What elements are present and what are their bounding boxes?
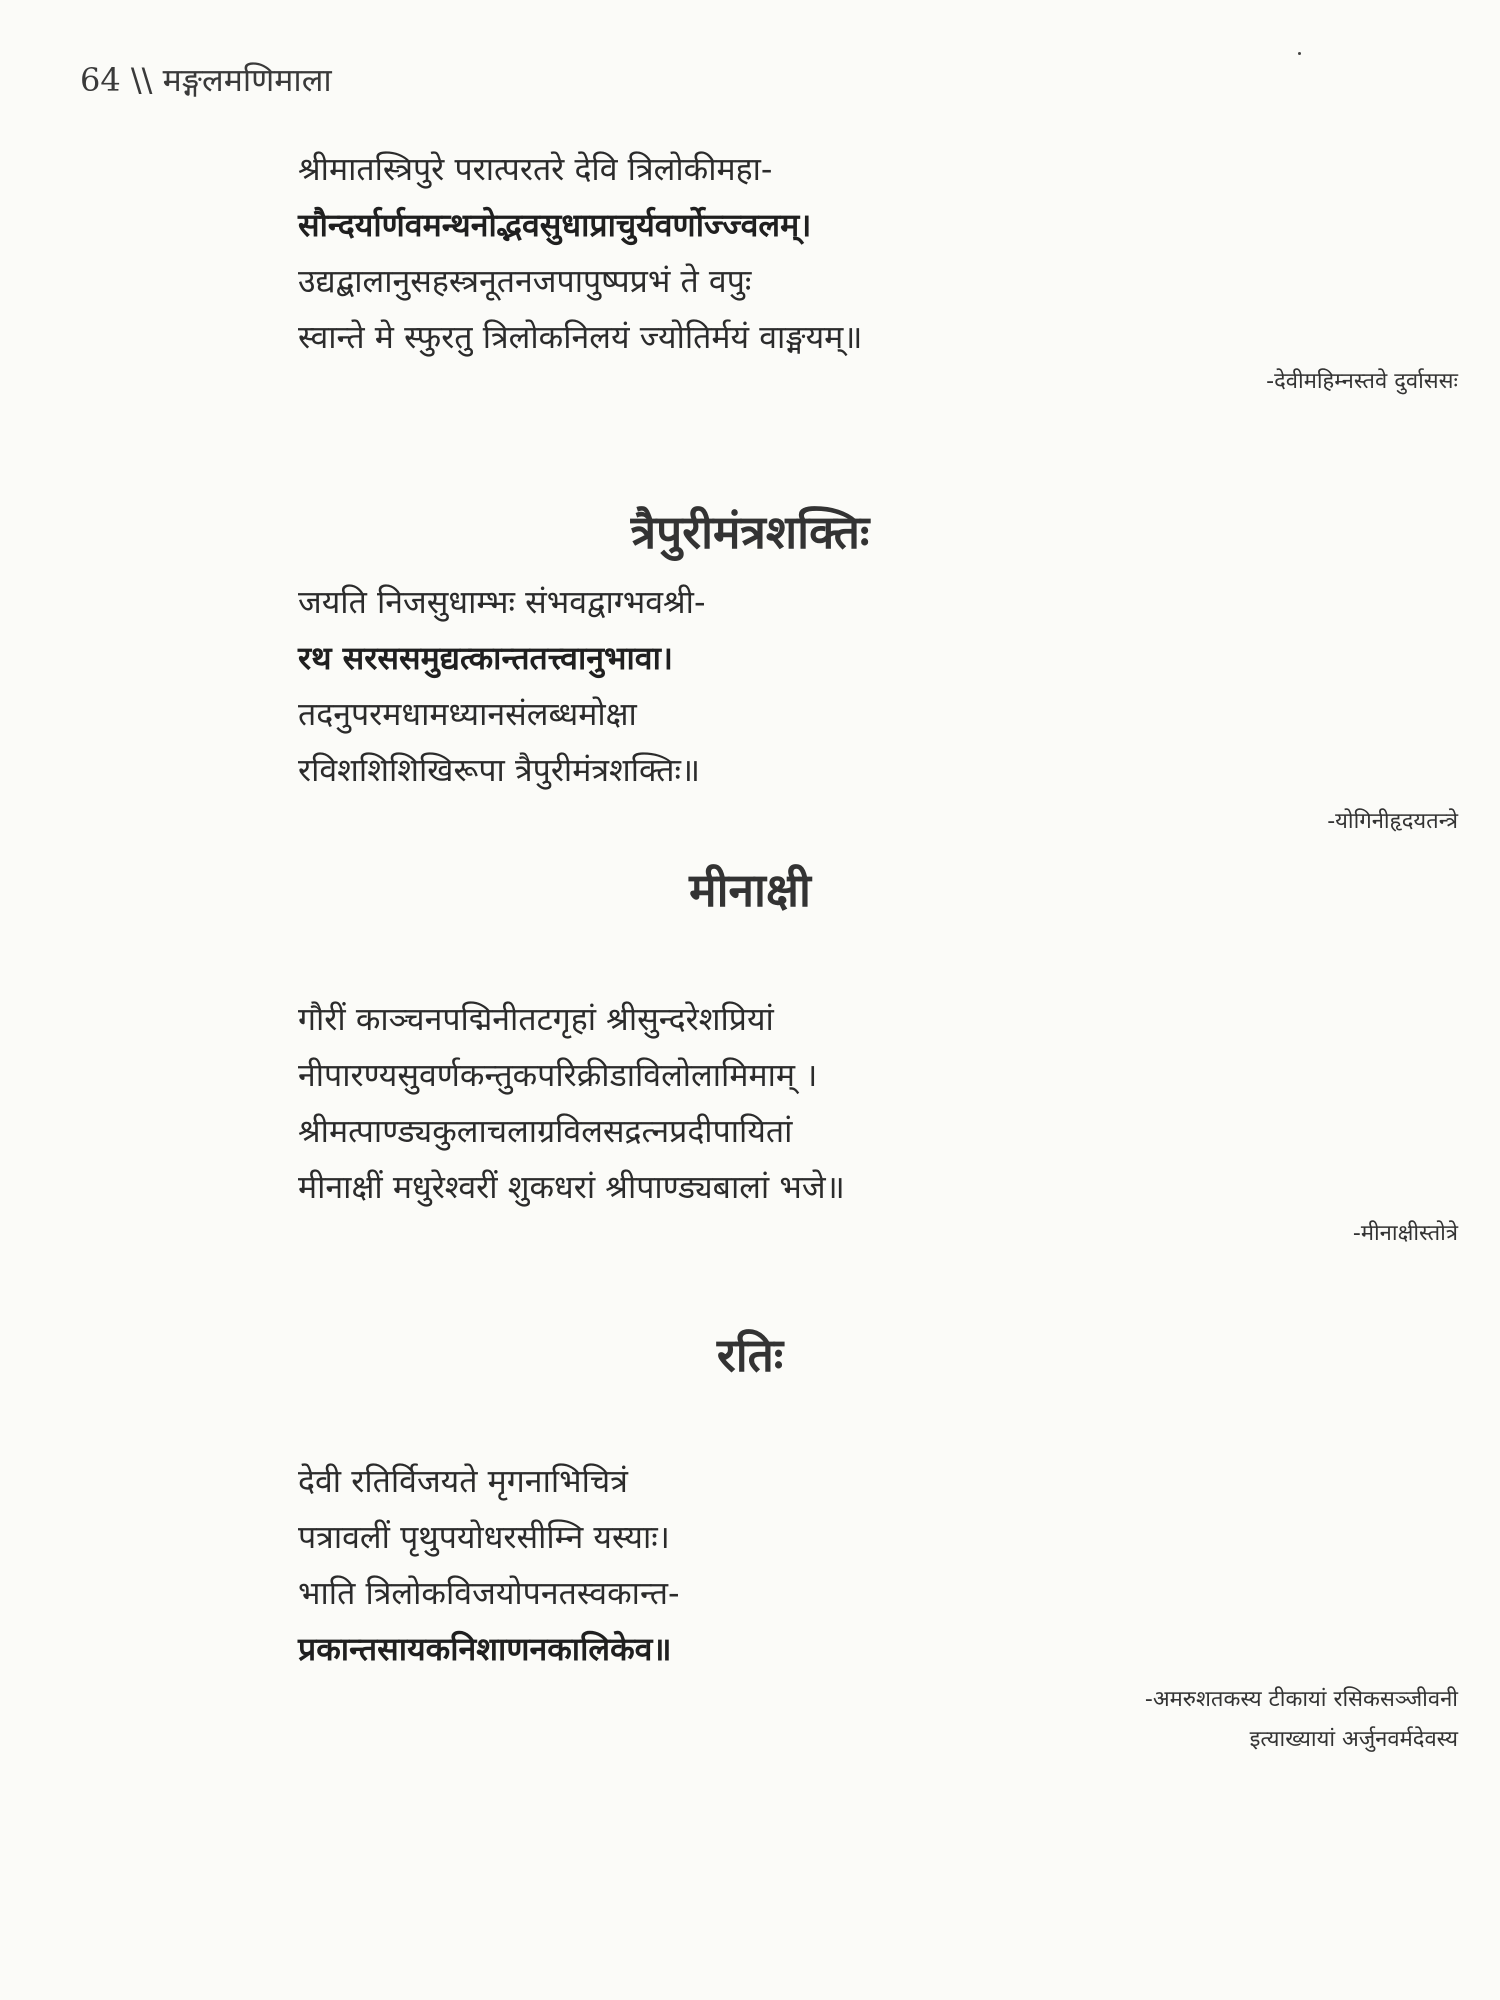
verse-line: तदनुपरमधामध्यानसंलब्धमोक्षा [298, 695, 637, 733]
verse-line: नीपारण्यसुवर्णकन्तुकपरिक्रीडाविलोलामिमाम् । [298, 1056, 818, 1094]
verse-meenakshi [298, 991, 845, 1215]
verse-line: जयति निजसुधाम्भः संभवद्वाग्भवश्री- [298, 583, 706, 621]
verse-line: सौन्दर्यार्णवमन्थनोद्भवसुधाप्राचुर्यवर्णोज्ज्वलम्। [298, 206, 812, 244]
verse-rati [298, 1453, 680, 1677]
section-title-meenakshi: मीनाक्षी [689, 863, 811, 917]
verse-devi-mahimna [298, 141, 862, 365]
verse-line: श्रीमत्पाण्ड्यकुलाचलाग्रविलसद्रत्नप्रदीपायितां [298, 1112, 793, 1150]
book-title: मङ्गलमणिमाला [162, 61, 332, 99]
verse-line: उद्यद्बालानुसहस्त्रनूतनजपापुष्पप्रभं ते वपुः [298, 262, 752, 300]
verse-line: गौरीं काञ्चनपद्मिनीतटगृहां श्रीसुन्दरेशप्रियां [298, 1000, 774, 1038]
print-speck [1298, 52, 1301, 55]
attribution-line: -मीनाक्षीस्तोत्रे [1352, 1221, 1458, 1246]
verse-line: भाति त्रिलोकविजयोपनतस्वकान्त- [298, 1574, 680, 1612]
verse-line: रविशशिशिखिरूपा त्रैपुरीमंत्रशक्तिः॥ [298, 751, 701, 789]
page-header [80, 58, 332, 101]
attribution-line: -योगिनीहृदयतन्त्रे [1327, 809, 1458, 834]
verse-line: श्रीमातस्त्रिपुरे परात्परतरे देवि त्रिलोकीमहा- [298, 150, 773, 188]
verse-line: मीनाक्षीं मधुरेश्वरीं शुकधरां श्रीपाण्ड्यबालां भजे॥ [298, 1168, 845, 1206]
verse-line: पत्रावलीं पृथुपयोधरसीम्नि यस्याः। [298, 1518, 670, 1556]
verse-line: स्वान्ते मे स्फुरतु त्रिलोकनिलयं ज्योतिर्मयं वाङ्मयम्॥ [298, 318, 863, 356]
verse-line: प्रकान्तसायकनिशाणनकालिकेव॥ [298, 1630, 672, 1668]
verse-line: रथ सरससमुद्यत्कान्ततत्त्वानुभावा। [298, 639, 673, 677]
attribution-rati [1145, 1680, 1458, 1760]
section-title-traipuri: त्रैपुरीमंत्रशक्तिः [630, 505, 870, 559]
section-title-rati: रतिः [716, 1328, 784, 1382]
verse-line: देवी रतिर्विजयते मृगनाभिचित्रं [298, 1462, 628, 1500]
attribution-line: -अमरुशतकस्य टीकायां रसिकसञ्जीवनी [1144, 1687, 1458, 1712]
attribution-line: -देवीमहिम्नस्तवे दुर्वाससः [1266, 369, 1458, 394]
attribution-line: इत्याख्यायां अर्जुनवर्मदेवस्य [1249, 1727, 1458, 1752]
page-number: 64 [80, 61, 121, 99]
header-separator: \\ [130, 61, 153, 99]
attribution-meenakshi [1353, 1214, 1458, 1254]
attribution-traipuri [1327, 802, 1458, 842]
attribution-devi-mahimna [1266, 362, 1458, 402]
verse-traipuri [298, 574, 706, 798]
